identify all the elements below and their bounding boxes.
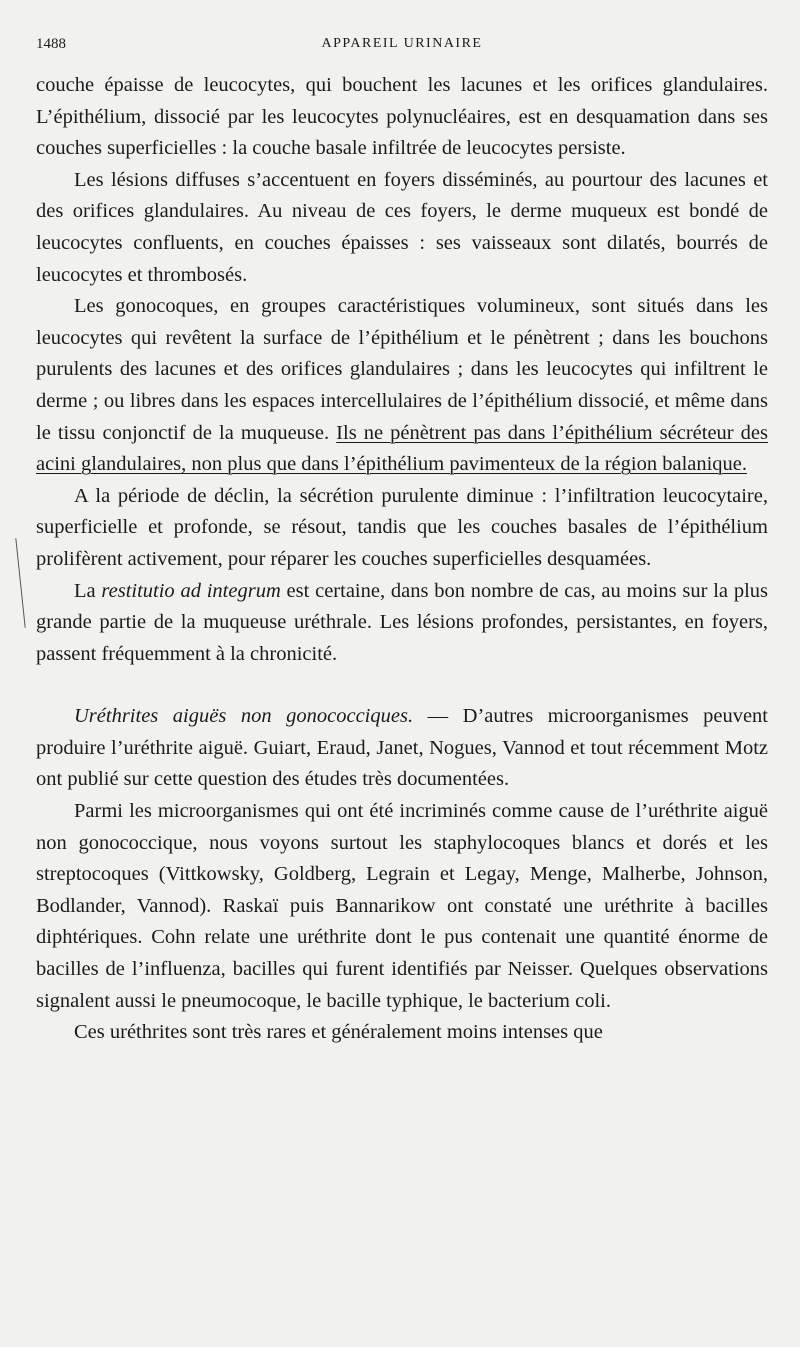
body-text xyxy=(36,70,768,1049)
running-title: APPAREIL URINAIRE xyxy=(321,36,483,51)
paragraph-3-text: Les gonocoques, en groupes caractéristiques volumineux, sont situés dans les leucocytes qui revêtent la surface de l’épithélium et le pénètrent ; dans les bouchons purulents des lacunes et des orifices glandulaires ; dans les leucocytes qui infiltrent le derme ; ou libres dans les espaces intercellulaires de l’épithélium dissocié, et même dans le tissu conjonctif de la muqueuse. xyxy=(36,295,768,444)
latin-phrase: restitutio ad integrum xyxy=(101,579,281,602)
page-number: 1488 xyxy=(36,36,66,52)
paragraph-4: A la période de déclin, la sécrétion purulente diminue : l’infiltration leucocytaire, superficielle et profonde, se résout, tandis que les couches basales de l’épithélium prolifèrent activement, pour réparer les couches superficielles desquamées. xyxy=(36,484,768,570)
section-heading: Uréthrites aiguës non gonococciques. xyxy=(74,705,414,728)
paragraph-6-text: — D’autres microorganismes peuvent produire l’uréthrite aiguë. Guiart, Eraud, Janet, Nogues, Vannod et tout récemment Motz ont publié sur cette question des études très documentées. xyxy=(36,705,768,791)
paragraph-3 xyxy=(36,291,768,481)
paragraph-2: Les lésions diffuses s’accentuent en foyers disséminés, au pourtour des lacunes et des orifices glandulaires. Au niveau de ces foyers, le derme muqueux est bondé de leucocytes confluents, en couches épaisses : ses vaisseaux sont dilatés, bourrés de leucocytes et thrombosés. xyxy=(36,168,768,286)
paragraph-5-lead: La xyxy=(74,579,102,602)
page-header xyxy=(36,28,768,58)
paragraph-5-text: est certaine, dans bon nombre de cas, au moins sur la plus grande partie de la muqueuse uréthrale. Les lésions profondes, persistantes, en foyers, passent fréquemment à la chronicité. xyxy=(36,579,768,665)
paragraph-6 xyxy=(36,701,768,796)
paragraph-7: Parmi les microorganismes qui ont été incriminés comme cause de l’uréthrite aiguë non gonococcique, nous voyons surtout les staphylocoques blancs et dorés et les streptocoques (Vittkowsky, Goldberg, Legrain et Legay, Menge, Malherbe, Johnson, Bodlander, Vannod). Raskaï puis Bannarikow ont constaté une uréthrite à bacilles diphtériques. Cohn relate une uréthrite dont le pus contenait une quantité énorme de bacilles de l’influenza, bacilles qui furent identifiés par Neisser. Quelques observations signalent aussi le pneumocoque, le bacille typhique, le bacterium coli. xyxy=(36,800,768,1012)
paragraph-8: Ces uréthrites sont très rares et généralement moins intenses que xyxy=(74,1021,603,1044)
underlined-passage: Ils ne pénètrent pas dans l’épithélium sécréteur des acini glandulaires, non plus que dans l’épithélium pavimenteux de la région balanique. xyxy=(36,421,768,476)
paragraph-1: couche épaisse de leucocytes, qui bouchent les lacunes et les orifices glandulaires. L’épithélium, dissocié par les leucocytes polynucléaires, est en desquamation dans ses couches superficielles : la couche basale infiltrée de leucocytes persiste. xyxy=(36,74,768,160)
paragraph-5 xyxy=(36,576,768,671)
